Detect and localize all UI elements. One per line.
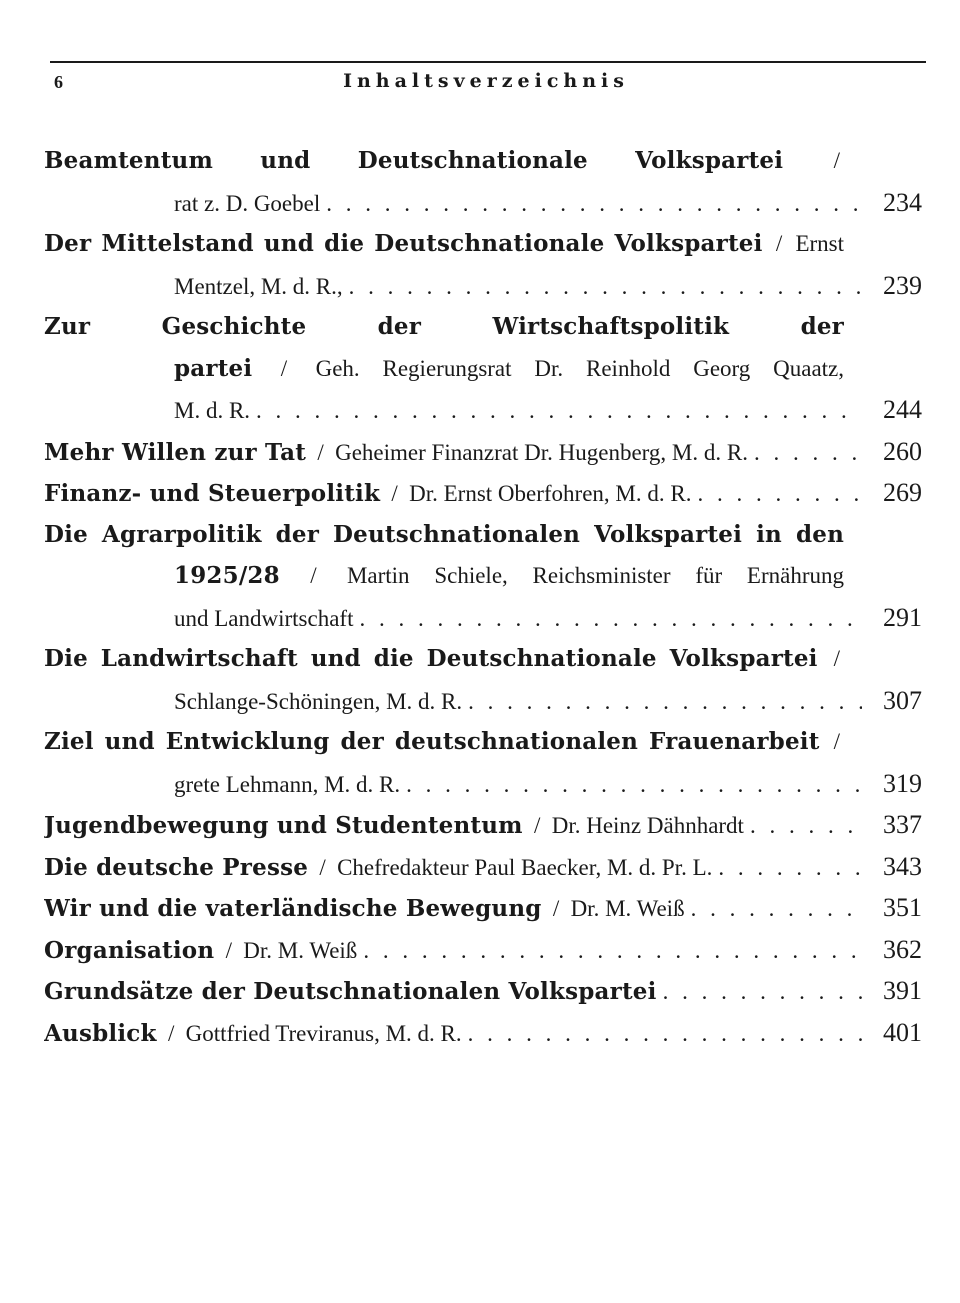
toc-line-last — [44, 680, 926, 722]
entry-text — [44, 888, 685, 929]
toc-entry — [44, 804, 926, 846]
running-title: Inhaltsverzeichnis — [343, 70, 629, 92]
entry-page-number: 260 — [883, 436, 922, 466]
toc-entry — [44, 970, 926, 1012]
toc-entry — [44, 929, 926, 971]
toc-entry — [44, 223, 926, 306]
dot-leader — [697, 473, 862, 514]
entry-author: Geheimer Finanzrat Dr. Hugenberg, M. d. R. — [335, 439, 748, 465]
dot-leader — [326, 183, 862, 224]
entry-page-number: 351 — [883, 893, 922, 922]
toc-line-last — [44, 970, 926, 1012]
dot-leader — [359, 598, 862, 639]
toc-entry — [44, 431, 926, 473]
toc-line-last — [44, 472, 926, 514]
entry-page-number: 337 — [883, 810, 922, 839]
entry-topic: Ziel und Entwicklung der deutschnationalen Frauenarbeit — [44, 728, 820, 755]
entry-page-number: 343 — [883, 851, 922, 881]
entry-author: Schlange-Schöningen, M. d. R. — [174, 688, 463, 714]
toc-line — [44, 348, 844, 390]
entry-page-number: 244 — [883, 395, 922, 424]
entry-separator: / — [534, 813, 541, 838]
toc-line-last — [44, 929, 926, 971]
dot-leader — [691, 888, 862, 929]
toc-line-last — [44, 887, 926, 929]
entry-page-number: 291 — [883, 602, 922, 632]
entry-topic: Die Agrarpolitik der Deutschnationalen Volkspartei in den — [44, 520, 844, 548]
toc-line-last — [44, 182, 926, 224]
entry-author: Ernst — [795, 231, 844, 256]
dot-leader — [468, 681, 862, 722]
entry-author: Mentzel, M. d. R., — [174, 273, 343, 299]
toc-entry — [44, 1012, 926, 1054]
toc-entry — [44, 140, 926, 223]
dot-leader — [406, 764, 862, 805]
toc-line-last — [44, 763, 926, 805]
toc-line-last — [44, 1012, 926, 1054]
entry-topic: Jugendbewegung und Studententum — [44, 812, 523, 839]
dot-leader — [468, 1013, 862, 1054]
toc-line — [44, 721, 844, 763]
entry-author: Geh. Regierungsrat Dr. Reinhold Georg Quaatz, — [315, 355, 844, 381]
entry-author: Martin Schiele, Reichsminister für Ernährung — [346, 563, 844, 588]
entry-author: grete Lehmann, M. d. R. — [174, 771, 401, 797]
entry-separator: / — [391, 481, 398, 506]
entry-topic: Grundsätze der Deutschnationalen Volkspartei — [44, 978, 657, 1005]
entry-page-number: 391 — [883, 976, 922, 1005]
toc-line-last — [44, 431, 926, 473]
dot-leader — [718, 847, 862, 888]
table-of-contents — [44, 140, 926, 1053]
page-number: 6 — [54, 72, 63, 92]
toc-line-last — [44, 265, 926, 307]
entry-page-number: 239 — [883, 270, 922, 300]
dot-leader — [363, 930, 862, 971]
toc-line — [44, 223, 844, 265]
entry-page-number: 319 — [883, 768, 922, 798]
entry-author: Dr. Ernst Oberfohren, M. d. R. — [409, 481, 692, 506]
header-rule — [50, 61, 926, 63]
entry-author: Dr. M. Weiß — [570, 896, 685, 921]
entry-separator: / — [833, 646, 840, 671]
entry-author: Chefredakteur Paul Baecker, M. d. Pr. L. — [337, 854, 713, 880]
entry-topic: partei — [174, 354, 253, 382]
entry-separator: / — [552, 896, 560, 921]
toc-line — [44, 638, 844, 680]
entry-text — [44, 805, 744, 846]
entry-page-number: 401 — [883, 1017, 922, 1047]
entry-author: Gottfried Treviranus, M. d. R. — [185, 1020, 462, 1046]
toc-entry — [44, 472, 926, 514]
entry-topic: Organisation — [44, 936, 215, 964]
entry-separator: / — [319, 854, 326, 880]
entry-author: Dr. M. Weiß — [243, 937, 358, 963]
running-head — [50, 68, 922, 102]
entry-page-number: 362 — [883, 934, 922, 964]
entry-topic: Mehr Willen zur Tat — [44, 438, 307, 466]
toc-line — [44, 555, 844, 597]
entry-separator: / — [225, 937, 232, 963]
entry-text — [44, 930, 357, 971]
toc-line-last — [44, 389, 926, 431]
entry-text — [44, 473, 691, 514]
dot-leader — [349, 266, 862, 307]
entry-topic: Ausblick — [44, 1019, 157, 1047]
toc-entry — [44, 306, 926, 431]
entry-topic: Die deutsche Presse — [44, 853, 309, 881]
toc-line-last — [44, 597, 926, 639]
entry-separator: / — [310, 563, 317, 588]
toc-line — [44, 514, 844, 556]
entry-author: M. d. R. — [174, 398, 251, 423]
toc-line — [44, 140, 844, 182]
entry-text — [44, 971, 657, 1012]
toc-entry — [44, 721, 926, 804]
entry-text — [44, 1013, 462, 1054]
dot-leader — [754, 432, 862, 473]
entry-page-number: 307 — [883, 685, 922, 715]
toc-line — [44, 306, 844, 348]
entry-separator: / — [167, 1020, 175, 1046]
entry-separator: / — [280, 355, 288, 381]
toc-line-last — [44, 804, 926, 846]
entry-author: Dr. Heinz Dähnhardt — [551, 813, 744, 838]
toc-line-last — [44, 846, 926, 888]
entry-topic: 1925/28 — [174, 562, 280, 589]
toc-entry — [44, 887, 926, 929]
entry-topic: Wir und die vaterländische Bewegung — [44, 895, 542, 922]
entry-separator: / — [317, 439, 324, 465]
entry-topic: Der Mittelstand und die Deutschnationale Volkspartei — [44, 230, 763, 257]
dot-leader — [256, 390, 862, 431]
toc-entry — [44, 638, 926, 721]
dot-leader — [663, 971, 862, 1012]
entry-page-number: 269 — [883, 478, 922, 507]
entry-separator: / — [833, 729, 840, 754]
entry-text — [44, 847, 712, 888]
entry-topic: Zur Geschichte der Wirtschaftspolitik der — [44, 313, 844, 340]
toc-entry — [44, 846, 926, 888]
entry-topic: Die Landwirtschaft und die Deutschnationale Volkspartei — [44, 645, 818, 672]
entry-separator: / — [833, 148, 841, 173]
dot-leader — [750, 805, 862, 846]
entry-text — [44, 432, 748, 473]
entry-author: und Landwirtschaft — [174, 605, 354, 631]
entry-topic: Finanz- und Steuerpolitik — [44, 480, 381, 507]
toc-entry — [44, 514, 926, 639]
entry-author: rat z. D. Goebel — [174, 190, 321, 216]
entry-topic: Beamtentum und Deutschnationale Volkspartei — [44, 147, 784, 174]
entry-page-number: 234 — [883, 187, 922, 217]
entry-separator: / — [775, 231, 783, 256]
